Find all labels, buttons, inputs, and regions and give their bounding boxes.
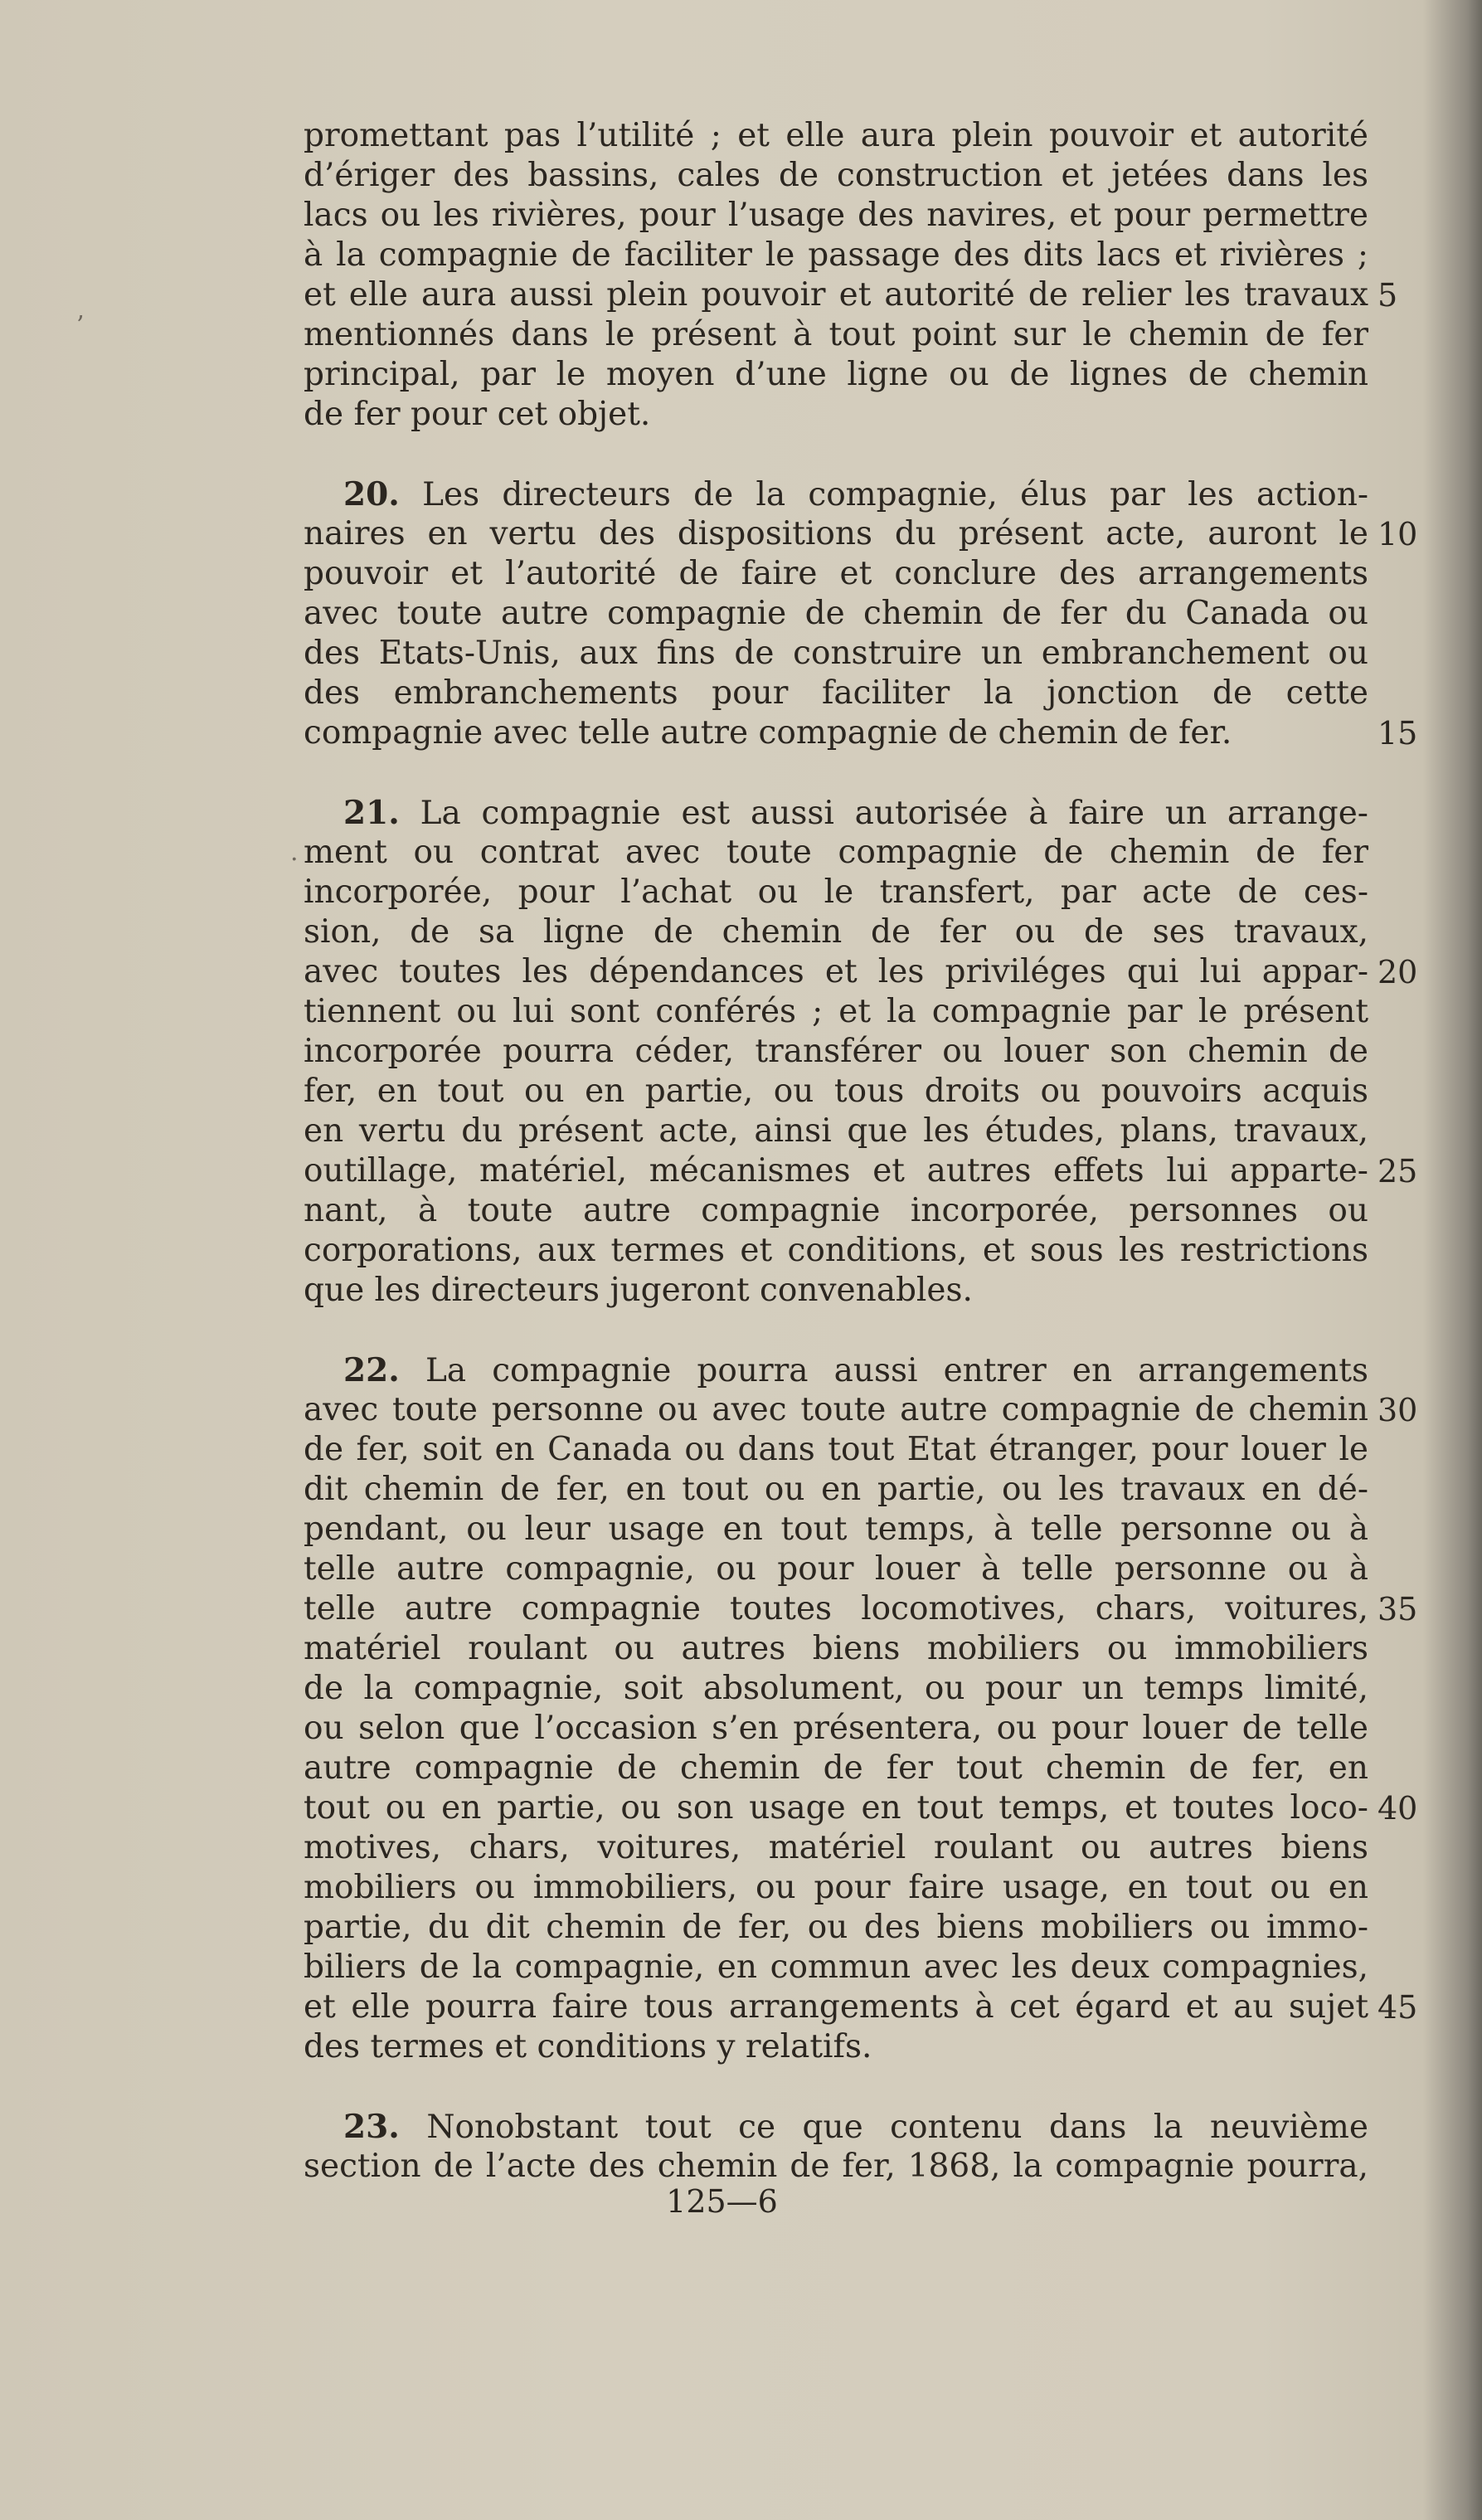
- section-21: [304, 793, 1418, 1311]
- line-text: motives, chars, voitures, matériel roulant ou autres biens: [304, 1829, 1368, 1866]
- line-number: 40: [1378, 1790, 1418, 1827]
- text-line: [304, 1868, 1368, 1908]
- line-text: mentionnés dans le présent à tout point sur le chemin de fer: [304, 316, 1368, 353]
- line-text: des Etats-Unis, aux fins de construire un embranchement ou: [304, 635, 1368, 672]
- text-line: [304, 315, 1368, 355]
- text-line: [304, 674, 1368, 713]
- text-line: [304, 1271, 1368, 1311]
- paper-speck: ’: [76, 311, 85, 340]
- line-text: en vertu du présent acte, ainsi que les études, plans, travaux,: [304, 1112, 1368, 1150]
- line-text: compagnie avec telle autre compagnie de chemin de fer.: [304, 714, 1232, 752]
- text-block: [304, 116, 1418, 2187]
- text-line: [304, 1987, 1418, 2027]
- text-line: [304, 1151, 1418, 1191]
- line-text: telle autre compagnie toutes locomotives, chars, voitures,: [304, 1590, 1368, 1627]
- line-text: avec toutes les dépendances et les priviléges qui lui appar-: [304, 953, 1368, 990]
- text-line: [304, 474, 1368, 514]
- section-list: [304, 474, 1418, 2187]
- line-text: promettant pas l’utilité ; et elle aura plein pouvoir et autorité: [304, 117, 1368, 154]
- continuation-paragraph: [304, 116, 1398, 435]
- line-text: partie, du dit chemin de fer, ou des biens mobiliers ou immo-: [304, 1909, 1368, 1946]
- line-text: outillage, matériel, mécanismes et autres effets lui apparte-: [304, 1152, 1368, 1189]
- signature-mark: 125—6: [666, 2183, 778, 2220]
- line-text: d’ériger des bassins, cales de construction et jetées dans les: [304, 157, 1368, 194]
- line-text: pendant, ou leur usage en tout temps, à telle personne ou à: [304, 1511, 1368, 1548]
- line-text: lacs ou les rivières, pour l’usage des navires, et pour permettre: [304, 197, 1368, 234]
- text-line: [304, 1470, 1368, 1510]
- line-text: ou selon que l’occasion s’en présentera, ou pour louer de telle: [304, 1710, 1368, 1747]
- line-text: incorporée, pour l’achat ou le transfert, par acte de ces-: [304, 873, 1368, 911]
- line-number: 15: [1378, 715, 1418, 752]
- section-number: 21.: [343, 794, 400, 832]
- line-text: naires en vertu des dispositions du présent acte, auront le: [304, 515, 1368, 552]
- text-line: [304, 873, 1368, 912]
- text-line: [304, 2147, 1368, 2187]
- text-line: [304, 1828, 1368, 1868]
- line-text: avec toute personne ou avec toute autre compagnie de chemin: [304, 1391, 1368, 1428]
- text-line: [304, 1430, 1368, 1470]
- section-number: 23.: [343, 2108, 400, 2146]
- line-text: biliers de la compagnie, en commun avec les deux compagnies,: [304, 1948, 1368, 1986]
- line-text: des embranchements pour faciliter la jonction de cette: [304, 674, 1368, 712]
- section-23: [304, 2107, 1368, 2187]
- line-text: dit chemin de fer, en tout ou en partie, ou les travaux en dé-: [304, 1471, 1368, 1508]
- text-line: [304, 1749, 1368, 1788]
- line-text: de fer pour cet objet.: [304, 396, 651, 433]
- text-line: [304, 1231, 1368, 1271]
- text-line: [304, 1112, 1368, 1151]
- text-line: [304, 1788, 1418, 1828]
- line-text: tout ou en partie, ou son usage en tout temps, et toutes loco-: [304, 1789, 1368, 1827]
- section-20: [304, 474, 1418, 753]
- line-number: 20: [1378, 954, 1418, 990]
- section-number: 20.: [343, 475, 400, 513]
- text-line: [304, 236, 1368, 275]
- line-text: avec toute autre compagnie de chemin de fer du Canada ou: [304, 595, 1368, 632]
- text-line: [304, 1948, 1368, 1987]
- line-text: Nonobstant tout ce que contenu dans la neuvième: [426, 2109, 1368, 2146]
- line-text: corporations, aux termes et conditions, et sous les restrictions: [304, 1232, 1368, 1269]
- line-text: de fer, soit en Canada ou dans tout Etat étranger, pour louer le: [304, 1431, 1368, 1468]
- line-text: La compagnie pourra aussi entrer en arrangements: [425, 1352, 1368, 1389]
- line-number: 45: [1378, 1989, 1418, 2026]
- paper-speck: .: [290, 838, 299, 867]
- line-text: mobiliers ou immobiliers, ou pour faire usage, en tout ou en: [304, 1869, 1368, 1906]
- line-text: des termes et conditions y relatifs.: [304, 2028, 872, 2065]
- line-number: 30: [1378, 1392, 1418, 1428]
- line-text: section de l’acte des chemin de fer, 1868, la compagnie pourra,: [304, 2148, 1368, 2185]
- text-line: [304, 1191, 1368, 1231]
- text-line: [304, 1390, 1418, 1430]
- text-line: [304, 634, 1368, 674]
- text-line: [304, 395, 1368, 435]
- line-text: tiennent ou lui sont conférés ; et la compagnie par le présent: [304, 993, 1368, 1030]
- text-line: [304, 912, 1368, 952]
- text-line: [304, 594, 1368, 634]
- text-line: [304, 833, 1368, 873]
- text-line: [304, 514, 1418, 554]
- line-text: de la compagnie, soit absolument, ou pour un temps limité,: [304, 1670, 1368, 1707]
- line-text: à la compagnie de faciliter le passage des dits lacs et rivières ;: [304, 236, 1368, 274]
- text-line: [304, 355, 1368, 395]
- line-text: que les directeurs jugeront convenables.: [304, 1272, 973, 1309]
- line-number: 35: [1378, 1591, 1418, 1627]
- line-text: autre compagnie de chemin de fer tout chemin de fer, en: [304, 1749, 1368, 1787]
- section-number: 22.: [343, 1351, 400, 1389]
- section-22: [304, 1350, 1418, 2067]
- text-line: [304, 1589, 1418, 1629]
- line-text: pouvoir et l’autorité de faire et conclure des arrangements: [304, 555, 1368, 592]
- line-text: sion, de sa ligne de chemin de fer ou de ses travaux,: [304, 913, 1368, 951]
- text-line: [304, 1032, 1368, 1072]
- text-line: [304, 1549, 1368, 1589]
- text-line: [304, 1350, 1368, 1390]
- text-line: [304, 1908, 1368, 1948]
- text-line: [304, 1072, 1368, 1112]
- line-text: incorporée pourra céder, transférer ou louer son chemin de: [304, 1033, 1368, 1070]
- text-line: [304, 275, 1398, 315]
- text-line: [304, 2107, 1368, 2147]
- text-line: [304, 952, 1418, 992]
- line-text: nant, à toute autre compagnie incorporée, personnes ou: [304, 1192, 1368, 1229]
- line-text: telle autre compagnie, ou pour louer à telle personne ou à: [304, 1550, 1368, 1588]
- text-line: [304, 1629, 1368, 1669]
- text-line: [304, 1510, 1368, 1549]
- line-text: ment ou contrat avec toute compagnie de chemin de fer: [304, 834, 1368, 871]
- text-line: [304, 793, 1368, 833]
- line-text: et elle pourra faire tous arrangements à cet égard et au sujet: [304, 1988, 1368, 2026]
- text-line: [304, 713, 1418, 753]
- line-text: matériel roulant ou autres biens mobiliers ou immobiliers: [304, 1630, 1368, 1667]
- line-text: principal, par le moyen d’une ligne ou de lignes de chemin: [304, 356, 1368, 393]
- text-line: [304, 992, 1368, 1032]
- line-number: 25: [1378, 1153, 1418, 1189]
- text-line: [304, 2027, 1368, 2067]
- line-text: et elle aura aussi plein pouvoir et autorité de relier les travaux: [304, 276, 1368, 314]
- line-text: La compagnie est aussi autorisée à faire un arrange-: [420, 795, 1368, 832]
- line-number: 10: [1378, 516, 1418, 552]
- text-line: [304, 196, 1368, 236]
- line-text: fer, en tout ou en partie, ou tous droits ou pouvoirs acquis: [304, 1073, 1368, 1110]
- text-line: [304, 1709, 1368, 1749]
- line-number: 5: [1378, 277, 1398, 314]
- line-text: Les directeurs de la compagnie, élus par les action-: [422, 476, 1368, 513]
- text-line: [304, 1669, 1368, 1709]
- text-line: [304, 554, 1368, 594]
- text-line: [304, 116, 1368, 156]
- text-line: [304, 156, 1368, 196]
